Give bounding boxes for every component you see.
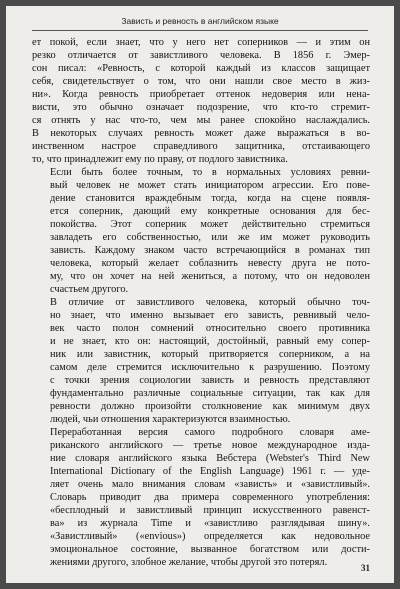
text-line: ся отнять у нас что-то, чем мы ранее спокойно наслаждались.: [32, 115, 370, 126]
text-line: Переработанная версия самого подробного словаря аме-: [50, 427, 370, 438]
paragraph: [32, 296, 370, 426]
text-line: самом деле стремится исключительно к разрушению. Поэтому: [50, 362, 370, 373]
text-line: покойства. Этот соперник может действительно стремиться: [50, 219, 370, 230]
text-line: дение становится враждебным тогда, когда на сцене появля-: [50, 193, 370, 204]
text-line: счастьем другого.: [50, 284, 129, 295]
text-line: себя, свидетельствует о том, что они нашли свое место в жиз-: [32, 76, 370, 87]
text-line: но знает, что именно вызывает его зависть, ревнивый чело-: [50, 310, 370, 321]
paragraph: [32, 426, 370, 569]
paragraph: [32, 36, 370, 166]
text-line: Словарь приводит два примера современного употребления:: [50, 492, 370, 503]
text-line: ни». Когда ревность приобретает оттенок недоверия или нена-: [32, 89, 370, 100]
text-line: му, что он хочет на ней жениться, а потому, что он недоволен: [50, 271, 370, 282]
text-line: век часто полон сомнений относительно своего противника: [50, 323, 370, 334]
text-line: жениями другого, злобное желание, чтобы другой это потерял.: [50, 557, 328, 568]
text-line: ется соперник, дающий ему конкретные основания для бес-: [50, 206, 370, 217]
text-line: и не знает, кто он: настоящий, достойный, равный ему сопер-: [50, 336, 370, 347]
text-line: ние словаря английского языка Вебстера (Webster's Third New: [50, 453, 370, 464]
text-line: сон писал: «Ревность, с которой каждый из классов защищает: [32, 63, 370, 74]
text-line: эмоциональное состояние, вызванное богатством или дости-: [50, 544, 370, 555]
text-line: человека, который желает соблазнить невесту друга не пото-: [50, 258, 370, 269]
text-line: Если быть более точным, то в нормальных условиях ревни-: [50, 167, 370, 178]
book-page: [6, 6, 394, 583]
header-rule: [32, 30, 368, 31]
text-line: риканского английского — третье новое международное изда-: [50, 440, 370, 451]
text-line: «бесплодный и завистливый принцип искусственного равенст-: [50, 505, 370, 516]
text-line: висти, это обычно означает подозрение, что кто-то стремит-: [32, 102, 370, 113]
paragraph: [32, 166, 370, 296]
text-line: ет покой, если знает, что у него нет соперников — и этим он: [32, 37, 370, 48]
text-line: ляет очень мало внимания словам «зависть» и «завистливый».: [50, 479, 370, 490]
text-line: резко отличается от завистливого человека. В 1856 г. Эмер-: [32, 50, 370, 61]
running-header: Зависть и ревность в английском языке: [121, 16, 279, 26]
body-text: [32, 36, 370, 569]
text-line: «Завистливый» («envious») определяется как недовольное: [50, 531, 370, 542]
text-line: ник или завистник, который притворяется соперником, а на: [50, 349, 370, 360]
text-line: В отличие от завистливого человека, который обычно точ-: [50, 297, 370, 308]
page-number: 31: [361, 563, 370, 573]
text-line: International Dictionary of the English Language) 1961 г. — уде-: [50, 466, 370, 477]
text-line: ревности должно произойти столкновение как минимум двух: [50, 401, 370, 412]
text-line: с точки зрения социологии зависть и ревность представляют: [50, 375, 370, 386]
text-line: людей, чьи отношения характеризуются взаимностью.: [50, 414, 291, 425]
text-line: то, что принадлежит ему по праву, от подлого завистника.: [32, 154, 288, 165]
text-line: зависть. Каждому знаком часто встречающийся в романах тип: [50, 245, 370, 256]
text-line: ва» из журнала Time и «завистливо разглядывая шину».: [50, 518, 370, 529]
text-line: завладеть его собственностью, или же им может руководить: [50, 232, 370, 243]
text-line: инственном настрое справедливого защитника, отстаивающего: [32, 141, 370, 152]
text-line: фундаментально различные социальные ситуации, так как для: [50, 388, 370, 399]
text-line: В некоторых случаях ревность может даже выражаться в во-: [32, 128, 370, 139]
text-line: вый человек не может стать инициатором агрессии. Его пове-: [50, 180, 370, 191]
